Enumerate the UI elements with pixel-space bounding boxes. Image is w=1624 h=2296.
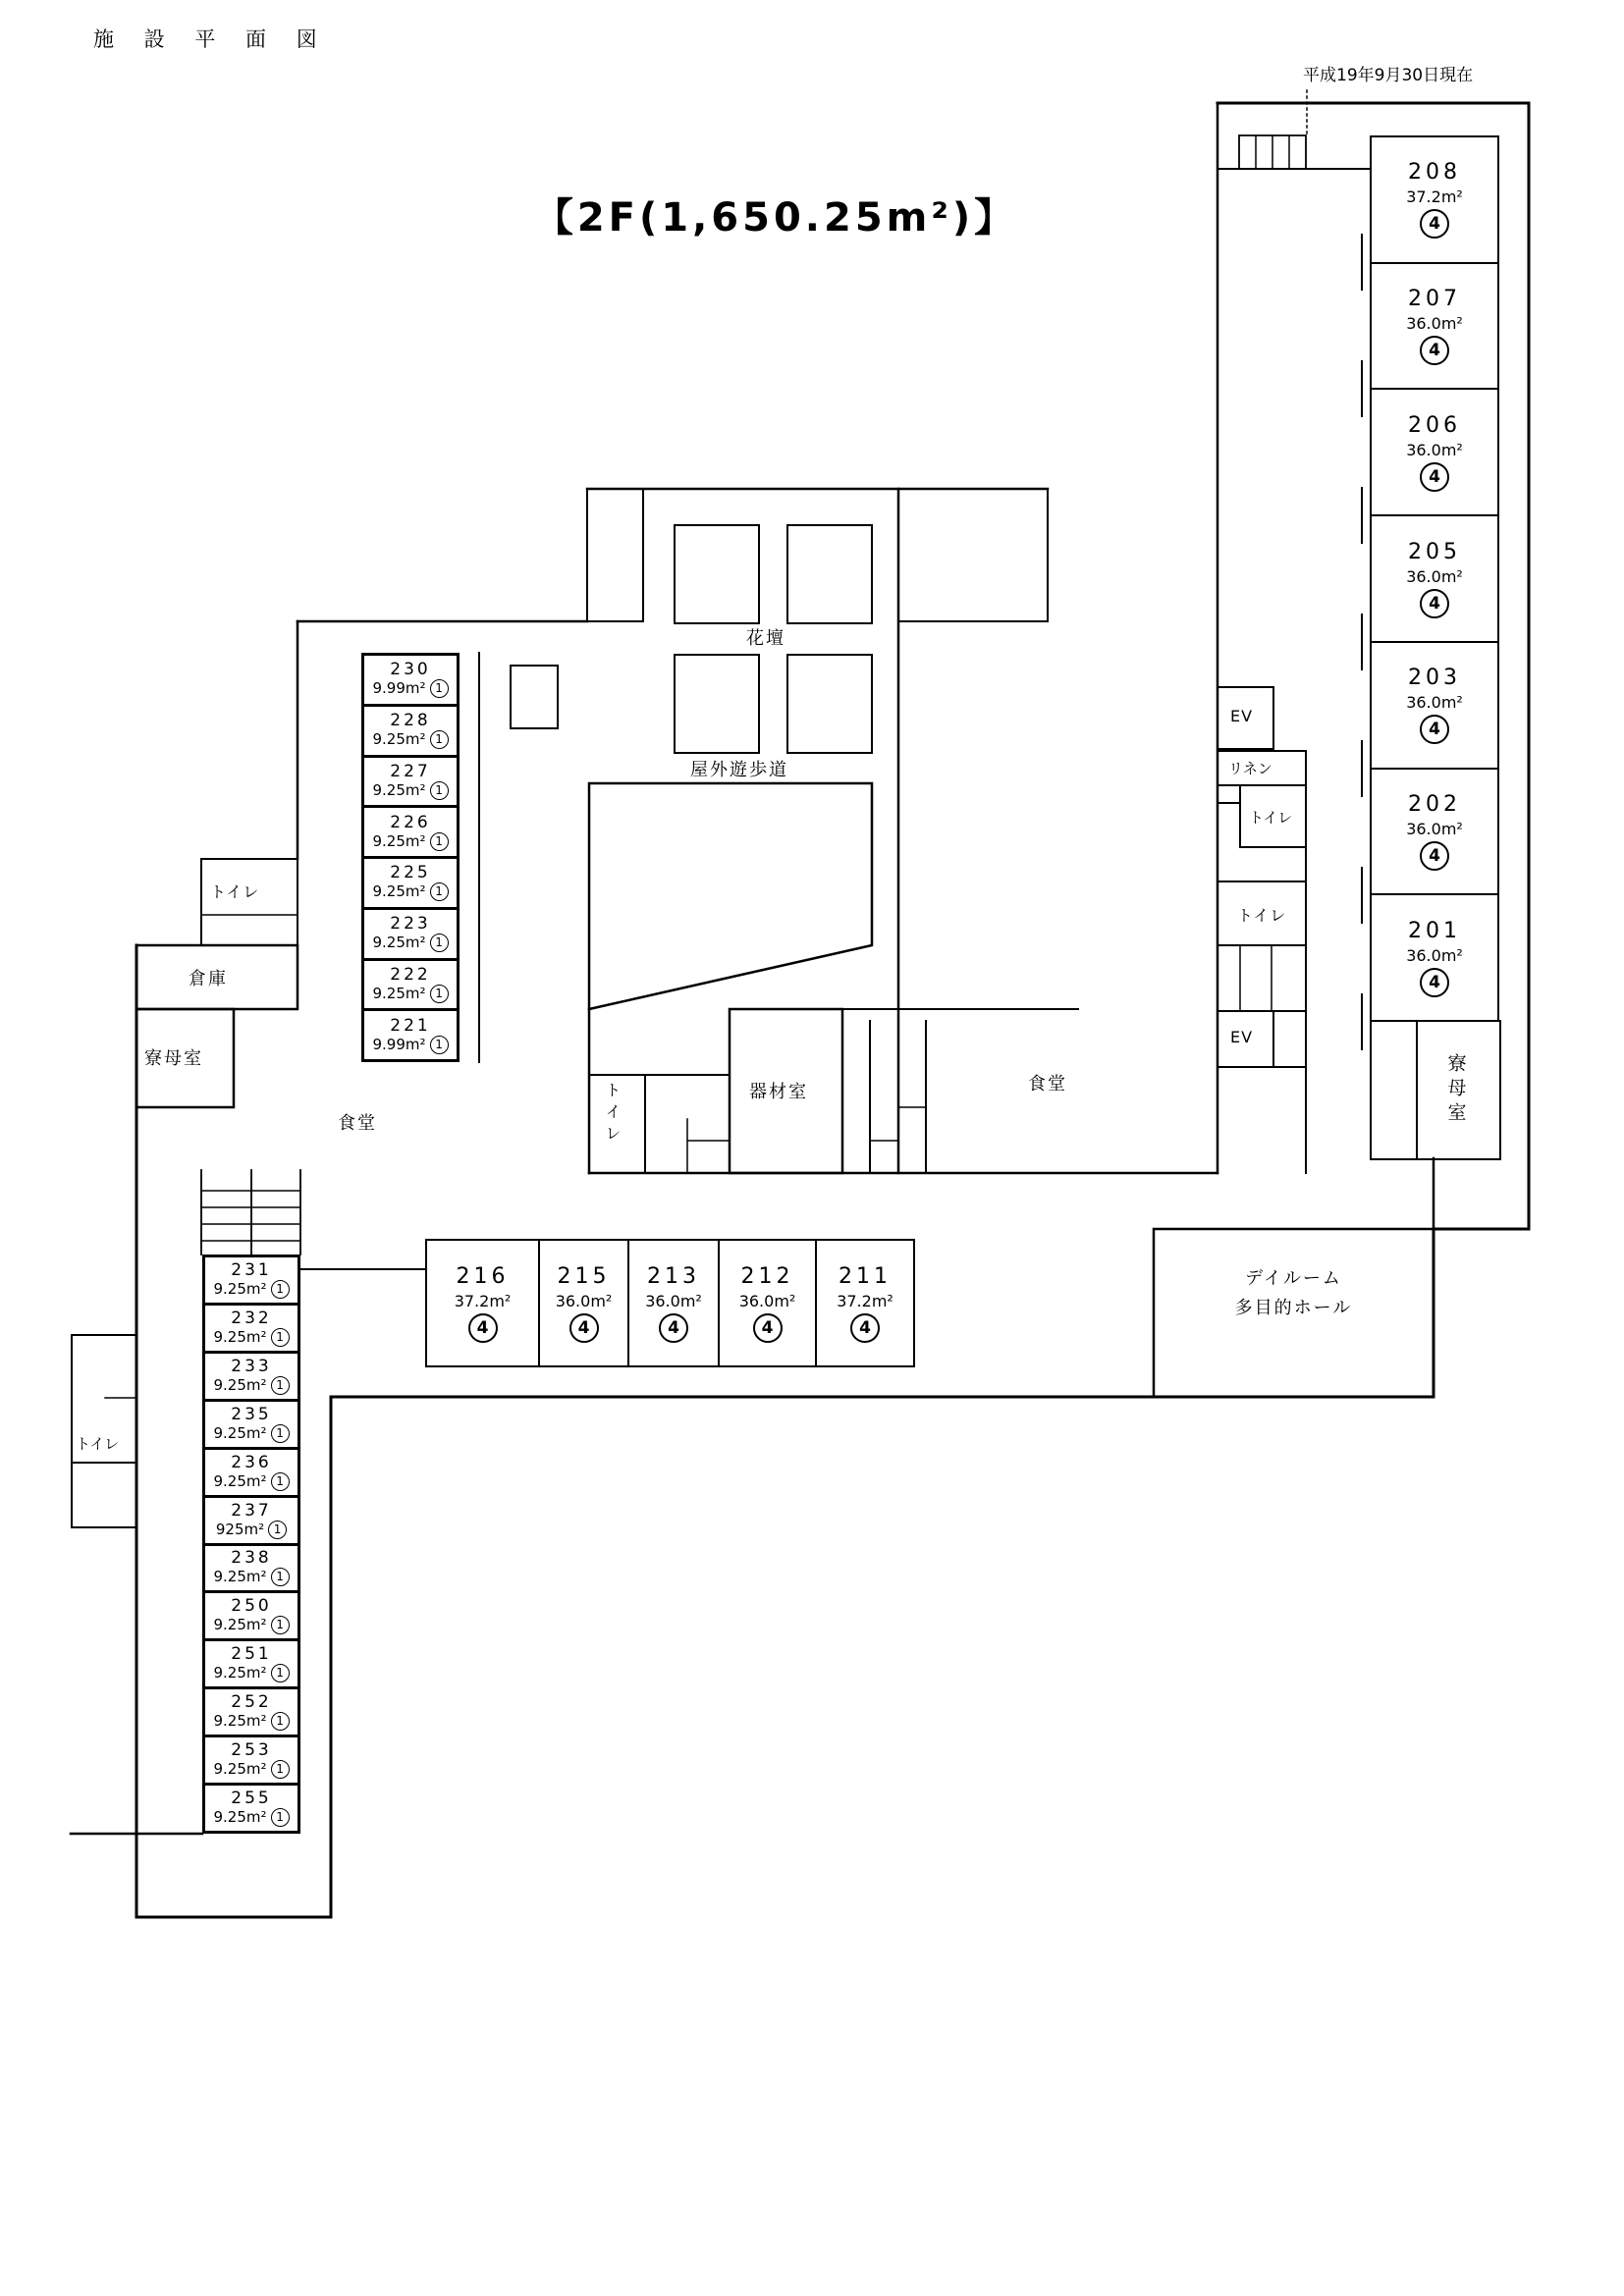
room-area: 9.25m² [372, 831, 426, 850]
room [361, 856, 460, 910]
room-area: 9.99m² [372, 1035, 426, 1053]
room-capacity-badge: 4 [850, 1313, 880, 1343]
room-area: 9.25m² [213, 1471, 267, 1490]
room-number: 212 [740, 1263, 794, 1289]
room-capacity-badge: 4 [1420, 336, 1449, 365]
dayroom-label [1154, 1264, 1434, 1323]
dayroom-label-line1: デイルーム [1245, 1268, 1342, 1289]
toilet-left-label: トイレ [210, 882, 260, 901]
room [202, 1590, 300, 1641]
toilet-left-box [201, 859, 298, 945]
room-capacity-badge: 1 [430, 832, 449, 851]
toilet-center-label: トイレ [603, 1082, 622, 1147]
room-area: 9.25m² [213, 1375, 267, 1394]
room-area: 37.2m² [837, 1291, 893, 1310]
room-area: 36.0m² [1406, 566, 1463, 586]
room-area: 36.0m² [645, 1291, 702, 1310]
matron-left-label: 寮母室 [144, 1048, 203, 1069]
room-capacity-badge: 1 [271, 1808, 290, 1827]
room [361, 805, 460, 859]
room-area: 9.25m² [372, 882, 426, 901]
room-capacity-badge: 1 [430, 781, 449, 800]
room [202, 1495, 300, 1546]
room [202, 1735, 300, 1786]
room-capacity-badge: 1 [430, 1036, 449, 1054]
storage-label: 倉庫 [189, 969, 228, 989]
elevator-2-label: EV [1230, 1028, 1254, 1046]
room [202, 1399, 300, 1450]
room-capacity-badge: 4 [1420, 589, 1449, 618]
room-capacity-badge: 1 [271, 1712, 290, 1731]
equipment-room-label: 器材室 [749, 1082, 808, 1102]
room-number: 236 [231, 1452, 272, 1472]
room [1370, 135, 1499, 264]
room [1370, 768, 1499, 896]
room-area: 37.2m² [1406, 187, 1463, 207]
room [1370, 388, 1499, 516]
room-number: 250 [231, 1596, 272, 1617]
room-number: 216 [456, 1263, 510, 1289]
room-number: 252 [231, 1692, 272, 1713]
room-capacity-badge: 1 [271, 1664, 290, 1682]
page-title: 施 設 平 面 図 [93, 27, 329, 51]
room [815, 1239, 915, 1367]
room-capacity-badge: 4 [1420, 462, 1449, 492]
room-area: 36.0m² [1406, 819, 1463, 838]
room-area: 9.25m² [372, 984, 426, 1002]
stairs-left [201, 1170, 300, 1255]
room-capacity-badge: 1 [271, 1760, 290, 1779]
room [718, 1239, 817, 1367]
room-area: 9.25m² [213, 1616, 267, 1634]
dayroom-label-line2: 多目的ホール [1234, 1298, 1353, 1318]
room [202, 1351, 300, 1402]
room-capacity-badge: 4 [753, 1313, 783, 1343]
outdoor-path-label: 屋外遊歩道 [690, 760, 788, 780]
flower-bed-label: 花壇 [746, 628, 785, 649]
room-number: 208 [1408, 160, 1461, 186]
room-capacity-badge: 1 [271, 1280, 290, 1299]
upper-left-room-column [361, 653, 460, 1062]
room-number: 251 [231, 1644, 272, 1665]
room-capacity-badge: 4 [659, 1313, 688, 1343]
room-area: 37.2m² [454, 1291, 512, 1310]
room-number: 237 [231, 1500, 272, 1521]
date-note: 平成19年9月30日現在 [1303, 66, 1474, 85]
room-capacity-badge: 1 [271, 1424, 290, 1443]
matron-right-room [1370, 1020, 1501, 1160]
room [1370, 514, 1499, 643]
room-capacity-badge: 1 [268, 1521, 287, 1539]
room [627, 1239, 720, 1367]
room-capacity-badge: 4 [1420, 715, 1449, 744]
room-capacity-badge: 1 [271, 1472, 290, 1491]
room [361, 1008, 460, 1062]
room-area: 9.25m² [213, 1712, 267, 1731]
room-capacity-badge: 1 [430, 679, 449, 698]
stairs-mid-right [1218, 945, 1306, 1011]
room-number: 207 [1408, 287, 1461, 312]
room-area: 36.0m² [555, 1291, 613, 1310]
room-area: 9.25m² [372, 780, 426, 799]
room-area: 9.25m² [213, 1279, 267, 1298]
room-capacity-badge: 4 [1420, 968, 1449, 997]
room-number: 225 [390, 863, 431, 883]
room-number: 213 [647, 1263, 700, 1289]
room-number: 228 [390, 711, 431, 731]
floor-title: 【2F(1,650.25m²)】 [533, 195, 1018, 240]
room-capacity-badge: 1 [271, 1328, 290, 1347]
room-capacity-badge: 4 [468, 1313, 498, 1343]
room-area: 9.25m² [372, 934, 426, 952]
room-area: 925m² [215, 1520, 265, 1538]
room [361, 704, 460, 758]
room [202, 1543, 300, 1594]
room-number: 211 [839, 1263, 892, 1289]
room-capacity-badge: 1 [271, 1616, 290, 1634]
room-capacity-badge: 1 [271, 1568, 290, 1586]
room-area: 9.25m² [213, 1327, 267, 1346]
toilet-bottom-left-box [72, 1335, 136, 1527]
room [425, 1239, 540, 1367]
room-capacity-badge: 1 [430, 934, 449, 952]
room-area: 9.25m² [213, 1568, 267, 1586]
room-area: 9.25m² [213, 1664, 267, 1682]
lower-left-room-column [202, 1255, 300, 1834]
room-area: 9.99m² [372, 679, 426, 698]
room-number: 232 [231, 1308, 272, 1328]
room-area: 36.0m² [1406, 693, 1463, 713]
room-number: 222 [390, 964, 431, 985]
room-capacity-badge: 1 [430, 985, 449, 1003]
room-area: 36.0m² [1406, 945, 1463, 965]
room-area: 36.0m² [1406, 314, 1463, 334]
room [361, 755, 460, 809]
room [361, 907, 460, 961]
matron-right-label: 寮母室 [1444, 1053, 1467, 1127]
room-number: 253 [231, 1740, 272, 1761]
room-capacity-badge: 4 [569, 1313, 599, 1343]
room [538, 1239, 629, 1367]
room-area: 9.25m² [372, 730, 426, 749]
room [202, 1783, 300, 1834]
toilet-bottom-left-label: トイレ [76, 1435, 120, 1453]
elevator-1-label: EV [1230, 707, 1254, 725]
room-area: 9.25m² [213, 1423, 267, 1442]
room [1370, 262, 1499, 391]
linen-label: リネン [1228, 760, 1272, 777]
room-area: 36.0m² [738, 1291, 796, 1310]
room [202, 1255, 300, 1306]
room-number: 203 [1408, 666, 1461, 691]
room-capacity-badge: 1 [430, 730, 449, 749]
middle-room-row [425, 1239, 923, 1367]
room-number: 221 [390, 1015, 431, 1036]
dining-left-label: 食堂 [338, 1113, 377, 1134]
room [361, 958, 460, 1012]
room [1370, 641, 1499, 770]
room [202, 1686, 300, 1737]
room-capacity-badge: 4 [1420, 841, 1449, 871]
right-room-column [1370, 135, 1499, 1022]
room-number: 226 [390, 812, 431, 832]
room-capacity-badge: 1 [271, 1376, 290, 1395]
room-number: 206 [1408, 412, 1461, 438]
toilet-upper-right-label: トイレ [1249, 809, 1293, 827]
room-number: 215 [557, 1263, 611, 1289]
room-number: 231 [231, 1259, 272, 1280]
room [202, 1303, 300, 1354]
room [361, 653, 460, 707]
room-number: 233 [231, 1356, 272, 1376]
room-number: 235 [231, 1404, 272, 1424]
room [202, 1638, 300, 1689]
room-area: 9.25m² [213, 1760, 267, 1779]
room-number: 227 [390, 761, 431, 781]
walkway-shape [589, 783, 872, 1009]
room-number: 238 [231, 1548, 272, 1569]
room-number: 205 [1408, 539, 1461, 564]
room-number: 255 [231, 1789, 272, 1809]
dining-right-label: 食堂 [1028, 1074, 1067, 1095]
room [202, 1447, 300, 1498]
room-number: 223 [390, 914, 431, 934]
toilet-mid-right-label: トイレ [1237, 906, 1287, 925]
room-number: 202 [1408, 791, 1461, 817]
room-number: 201 [1408, 918, 1461, 943]
room [1370, 893, 1499, 1022]
room-number: 230 [390, 660, 431, 680]
room-capacity-badge: 1 [430, 882, 449, 901]
room-capacity-badge: 4 [1420, 209, 1449, 239]
room-area: 36.0m² [1406, 440, 1463, 459]
room-area: 9.25m² [213, 1808, 267, 1827]
